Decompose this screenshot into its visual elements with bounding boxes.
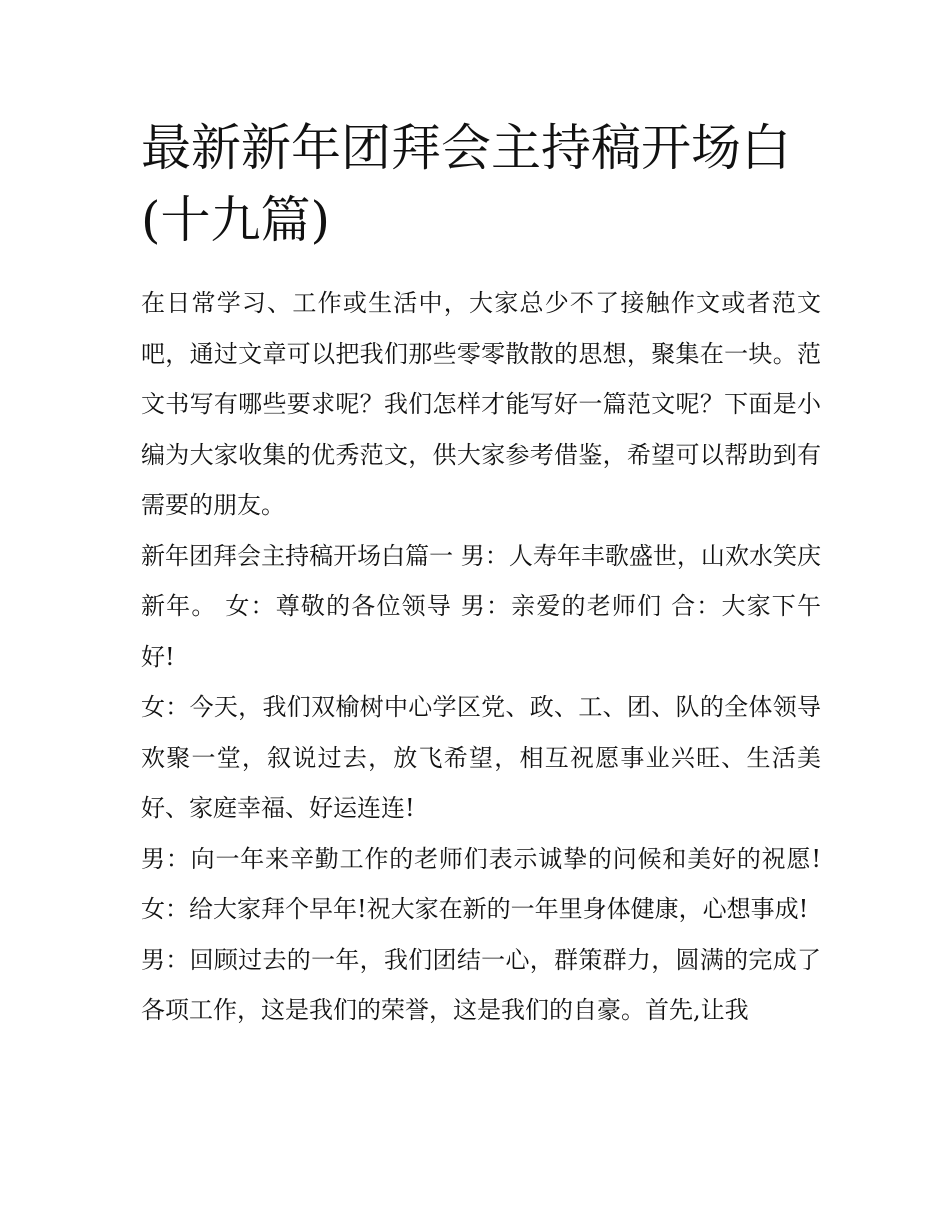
- document-body: [141, 278, 821, 1036]
- paragraph-female-host-1: 女：今天，我们双榆树中心学区党、政、工、团、队的全体领导欢聚一堂，叙说过去，放飞希望，相互祝愿事业兴旺、生活美好、家庭幸福、好运连连!: [141, 693, 821, 822]
- paragraph-male-host-2: 男：回顾过去的一年，我们团结一心，群策群力，圆满的完成了各项工作，这是我们的荣誉，这是我们的自豪。首先,让我: [141, 945, 821, 1024]
- paragraph-intro: 在日常学习、工作或生活中，大家总少不了接触作文或者范文吧，通过文章可以把我们那些零零散散的思想，聚集在一块。范文书写有哪些要求呢？我们怎样才能写好一篇范文呢？下面是小编为大家收集的优秀范文，供大家参考借鉴，希望可以帮助到有需要的朋友。: [141, 289, 821, 519]
- paragraph-male-host-1: 男：向一年来辛勤工作的老师们表示诚挚的问候和美好的祝愿! 女：给大家拜个早年!祝大家在新的一年里身体健康，心想事成!: [141, 844, 821, 923]
- paragraph-opening: 新年团拜会主持稿开场白篇一 男：人寿年丰歌盛世，山欢水笑庆新年。 女：尊敬的各位领导 男：亲爱的老师们 合：大家下午好!: [141, 541, 821, 671]
- document-content: [141, 112, 821, 1036]
- document-title: 最新新年团拜会主持稿开场白(十九篇): [141, 119, 791, 249]
